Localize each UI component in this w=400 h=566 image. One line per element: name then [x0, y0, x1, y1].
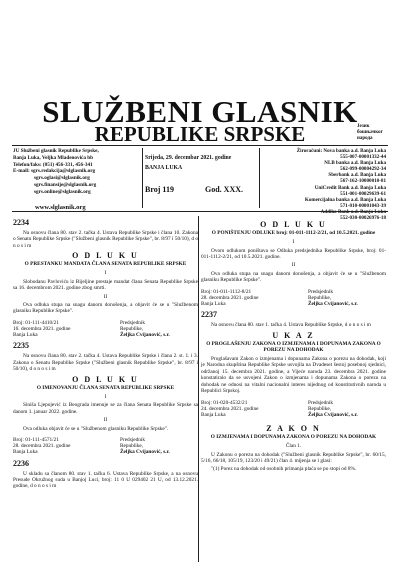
decree-body: Proglašavam Zakon o izmjenama i dopunama Zakona o porezu na dohodak, koji je Narodna skupština Republike Srpske usvojila na Dvadeset šestoj posebnoj sjednici, održanoj 15. decembra 2021. godine, a Vijeće naroda 23. decembra 2021. godine konstatiralo da se usvojeni Zakon o izmjenama i dopunama Zakona o porezu na dohodak ne odnosi na vitalni nacionalni interes nijednog od konstitutivnih naroda u Republici Srpskoj. [201, 356, 386, 395]
publisher-line: E-mail: sgrs.redakcija@slglasnik.org [13, 168, 96, 175]
decree-heading: U K A Z [272, 330, 315, 340]
signatory-name: Željka Cvijanović, s.r. [308, 411, 358, 418]
right-column [201, 218, 386, 475]
reference: 24. decembra 2021. godine [201, 405, 259, 412]
website-link[interactable]: www.slglasnik.org [35, 203, 86, 211]
article-2236 [13, 459, 198, 490]
section-text: Ova odluka objavit će se u "Službenom glasniku Republike Srpske". [23, 425, 169, 432]
reference: Broj: 01-011-1112-8/21 [201, 288, 252, 295]
signatory-name: Željka Cvijanović, s.r. [120, 332, 170, 339]
masthead-rule-bottom [12, 211, 388, 212]
signatory: Republike, [308, 405, 332, 412]
publisher-line: JU Službeni glasnik Republike Srpske, [13, 148, 99, 154]
language-note [357, 124, 399, 142]
publisher-line: sgrs.oglasi@slglasnik.org [34, 175, 90, 182]
reference: 16. decembra 2021. godine [13, 326, 71, 333]
column-divider [198, 216, 199, 562]
bank-line: UniCredit Bank a.d. Banja Luka [314, 184, 386, 191]
masthead-rule-top [12, 145, 388, 146]
gazette-title: SLUŽBENI GLASNIK [42, 94, 358, 129]
decision-subheading: O PONIŠTENJU ODLUKE broj: 01-011-1112-2/21, od 10.5.2021. godine [211, 230, 376, 236]
bank-line: Komercijalna banka a.d. Banja Luka [304, 196, 386, 203]
section-number: I [104, 393, 107, 400]
article-number: 2236 [13, 458, 29, 468]
decree-subheading: O PROGLAŠENJU ZAKONA O IZMJENAMA I DOPUNAMA ZAKONA O POREZU NA DOHODAK [206, 340, 381, 353]
section-text: Slobodanu Pavloviću iz Bijeljine prestaje mandat člana Senata Republike Srpske sa 16. decembrom 2021. godine zbog smrti. [13, 278, 198, 292]
law-quote: "(1) Porez na dohodak od osobnih primanja plaća se po stopi od 8%. [211, 465, 357, 472]
gazette-subtitle: REPUBLIKE SRPSKE [94, 122, 306, 146]
signatory: Republike, [120, 443, 144, 450]
bank-line: Sberbank a.d. Banja Luka [328, 172, 386, 179]
publisher-info [13, 148, 141, 211]
article-intro: Na osnovu člana 80. stav 1. tačka 4. Ustava Republike Srpske, d o n o s i m [211, 322, 371, 329]
reference: Banja Luka [13, 332, 38, 339]
signature-row [13, 332, 198, 338]
law-article-number: Član 1. [285, 443, 302, 450]
decision-heading: O D L U K U [260, 220, 327, 229]
article-2234 [13, 218, 198, 338]
article-number: 2235 [13, 341, 29, 351]
reference: Banja Luka [13, 449, 38, 456]
bank-line: 562-099-00004292-34 [340, 166, 386, 173]
reference: Broj: 01-111-4571/21 [13, 436, 59, 443]
decision-subheading: O IMENOVANJU ČLANA SENATA REPUBLIKE SRPSKE [36, 384, 175, 391]
reference: Banja Luka [201, 411, 226, 418]
bank-line: 555-007-00001332-44 [340, 154, 386, 161]
section-text: Ova odluka stupa na snagu danom donošenja, a objavit će se u "Službenom glasniku Republike Srpske". [13, 302, 198, 315]
law-body: U Zakonu o porezu na dohodak ("Službeni glasnik Republike Srpske", br. 60/15, 5/16, 66/18, 105/19, 123/20 i 49/21) član 4. mijenja se i glasi: [201, 451, 386, 465]
decision-heading: O D L U K U [72, 251, 139, 261]
law-heading: Z A K O N [266, 424, 321, 434]
reference: Banja Luka [201, 301, 226, 308]
signature-row [201, 301, 386, 307]
publisher-line: sgrs.finansije@slglasnik.org [34, 181, 97, 188]
article-2237 [201, 310, 386, 472]
bank-line: Žiroračuni: Nova banka a.d. Banja Luka [296, 148, 386, 154]
section-number: I [292, 239, 295, 246]
bank-line: NLB banka a.d. Banja Luka [324, 160, 386, 167]
section-text: Ovom odlukom poništava se Odluka predsjednika Republike Srpske, broj: 01-011-1112-2/21, od 10.5.2021. godine. [201, 247, 386, 261]
bank-line: Addiko Bank a.d. Banja Luka [320, 208, 386, 215]
decision-heading: O D L U K U [72, 374, 139, 384]
signatory: Predsjednik [308, 288, 334, 295]
section-number: II [103, 417, 108, 424]
signatory: Predsjednik [120, 319, 146, 326]
section-number: II [291, 262, 296, 269]
masthead-divider-left [142, 148, 143, 208]
issue-year: God. XXX. [205, 185, 244, 194]
masthead-divider-right [259, 148, 260, 208]
section-text: Siniša Ljepojević iz Beograda imenuje se za člana Senata Republike Srpske sa danom 1. januar 2022. godine. [13, 402, 198, 415]
reference: Broj: 01-111-4410/21 [13, 319, 59, 326]
section-number: I [104, 270, 107, 277]
section-text: Ova odluka stupa na snagu danom donošenja, a objavit će se u "Službenom glasniku Republike Srpske". [201, 270, 386, 284]
reference: Broj: 01-020-4532/21 [201, 399, 248, 406]
law-subheading: O IZMJENAMA I DOPUNAMA ZAKONA O POREZU NA DOHODAK [210, 434, 377, 441]
article-intro: Na osnovu člana 80. stav 2. tačka 4. Ustava Republike Srpske i člana 2. st. 1. i 3. Zakona o Senatu Republike Srpske ("Službeni glasnik Republike Srpske", br. 8/97 i 50/10), d o n o s i m [13, 353, 198, 373]
article-number: 2234 [13, 218, 29, 227]
signatory: Republike, [120, 326, 144, 333]
signature-row [13, 449, 198, 455]
issue-date: Srijeda, 29. decembar 2021. godine [145, 155, 232, 161]
left-column [13, 218, 198, 493]
signatory: Predsjednik [308, 399, 334, 406]
publisher-line: Telefon/faks: (051) 456-331, 456-341 [13, 161, 93, 168]
reference: 28. decembra 2021. godine [201, 294, 259, 301]
decision-subheading: O PRESTANKU MANDATA ČLANA SENATA REPUBLIKE SRPSKE [24, 261, 187, 268]
signatory: Republike, [308, 294, 332, 301]
section-number: II [103, 293, 108, 300]
bank-line: 567-162-10000010-81 [340, 178, 386, 185]
publisher-line: sgrs.online@slglasnik.org [34, 188, 91, 195]
signatory-name: Željka Cvijanović, s.r. [120, 449, 170, 456]
bank-line: 552-030-00026976-18 [340, 215, 386, 222]
publisher-line: Banja Luka, Veljka Mlađenovića bb [13, 154, 93, 161]
bank-line: 571-010-00001043-39 [340, 202, 386, 209]
article-2236-continued [201, 220, 386, 307]
article-intro: U skladu sa članom 80. stav 1. tačka 6. Ustava Republike Srpske, a na osnovu Presude Okružnog suda u Banjoj Luci, broj: 11 0 U 029402 21 U, od 13.12.2021. godine, d o n o s i m [13, 470, 198, 490]
issue-city: BANJA LUKA [145, 165, 183, 171]
article-2235 [13, 341, 198, 455]
bank-line: 551-001-00029639-61 [340, 190, 386, 197]
reference: 28. decembra 2021. godine [13, 443, 71, 450]
signatory-name: Željka Cvijanović, s.r. [308, 301, 358, 308]
article-intro: Na osnovu člana 80. stav 2. tačka 4. Ustava Republike Srpske i člana 10. Zakona o Senatu Republike Srpske ("Službeni glasnik Republike Srpske", br. 8/97 i 50/10), d o n o s i m [13, 230, 198, 249]
signatory: Predsjednik [120, 436, 146, 443]
language-note-line: бошњачког народа [357, 130, 383, 141]
article-number: 2237 [201, 310, 217, 320]
issue-number: Broj 119 [145, 185, 174, 194]
language-note-line: Језик [357, 124, 370, 129]
